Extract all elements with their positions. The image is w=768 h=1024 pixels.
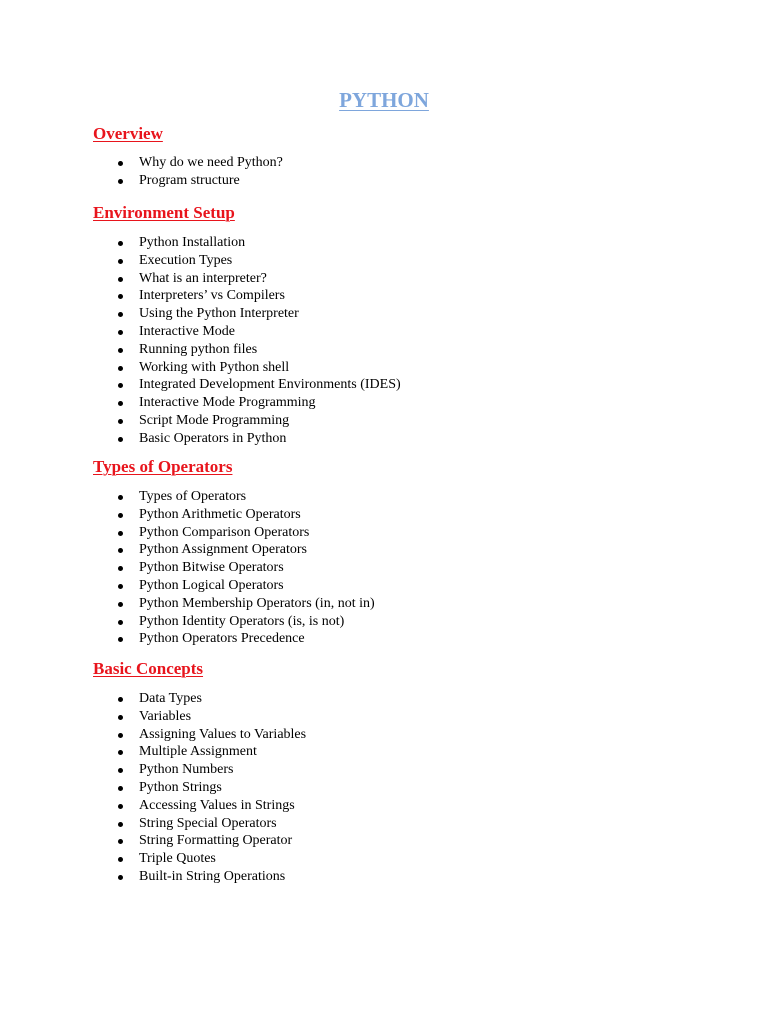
list-item: String Formatting Operator: [93, 832, 693, 850]
list-item: Integrated Development Environments (IDES): [93, 376, 693, 394]
list-item: Python Installation: [93, 234, 693, 252]
list-item: Built-in String Operations: [93, 868, 693, 886]
list-item: Python Arithmetic Operators: [93, 506, 693, 524]
list-item: Python Comparison Operators: [93, 524, 693, 542]
bullet-list-basic-concepts: [93, 690, 693, 886]
bullet-list-overview: [93, 154, 693, 190]
section-basic-concepts: [93, 658, 693, 886]
section-heading-types-of-operators: Types of Operators: [93, 457, 233, 476]
list-item: Interactive Mode: [93, 323, 693, 341]
list-item: What is an interpreter?: [93, 270, 693, 288]
list-item: Using the Python Interpreter: [93, 305, 693, 323]
list-item: String Special Operators: [93, 815, 693, 833]
list-item: Running python files: [93, 341, 693, 359]
section-environment-setup: [93, 202, 693, 448]
section-heading-overview: Overview: [93, 124, 163, 143]
list-item: Python Logical Operators: [93, 577, 693, 595]
section-heading-environment-setup: Environment Setup: [93, 203, 235, 222]
list-item: Basic Operators in Python: [93, 430, 693, 448]
section-types-of-operators: [93, 456, 693, 648]
list-item: Execution Types: [93, 252, 693, 270]
list-item: Assigning Values to Variables: [93, 726, 693, 744]
list-item: Accessing Values in Strings: [93, 797, 693, 815]
bullet-list-types-of-operators: [93, 488, 693, 648]
list-item: Data Types: [93, 690, 693, 708]
page-title-text: PYTHON: [339, 88, 429, 112]
list-item: Python Bitwise Operators: [93, 559, 693, 577]
page-title: [0, 86, 768, 114]
list-item: Why do we need Python?: [93, 154, 693, 172]
list-item: Python Operators Precedence: [93, 630, 693, 648]
list-item: Script Mode Programming: [93, 412, 693, 430]
bullet-list-environment-setup: [93, 234, 693, 448]
list-item: Working with Python shell: [93, 359, 693, 377]
section-heading-basic-concepts: Basic Concepts: [93, 659, 204, 678]
list-item: Multiple Assignment: [93, 743, 693, 761]
list-item: Python Strings: [93, 779, 693, 797]
list-item: Program structure: [93, 172, 693, 190]
list-item: Types of Operators: [93, 488, 693, 506]
list-item: Interpreters’ vs Compilers: [93, 287, 693, 305]
list-item: Interactive Mode Programming: [93, 394, 693, 412]
list-item: Variables: [93, 708, 693, 726]
list-item: Python Membership Operators (in, not in): [93, 595, 693, 613]
list-item: Python Identity Operators (is, is not): [93, 613, 693, 631]
section-overview: [93, 123, 693, 190]
list-item: Triple Quotes: [93, 850, 693, 868]
list-item: Python Assignment Operators: [93, 541, 693, 559]
list-item: Python Numbers: [93, 761, 693, 779]
